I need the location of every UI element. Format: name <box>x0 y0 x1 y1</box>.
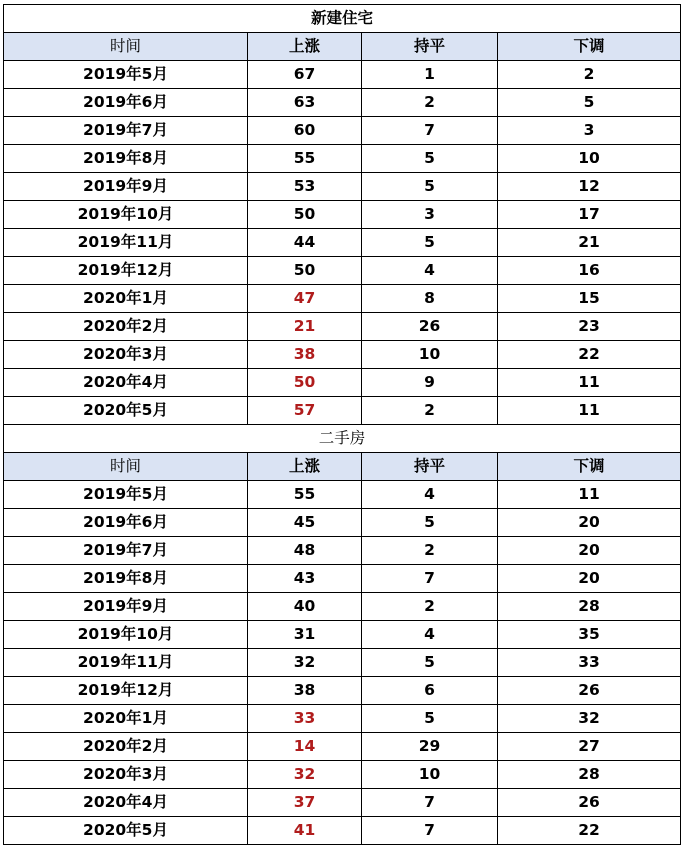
down-cell: 33 <box>498 649 681 677</box>
flat-cell: 7 <box>362 565 498 593</box>
table-row <box>4 789 681 817</box>
table-row <box>4 89 681 117</box>
time-cell: 2019年5月 <box>4 61 248 89</box>
time-cell: 2019年6月 <box>4 89 248 117</box>
down-cell: 20 <box>498 509 681 537</box>
flat-cell: 7 <box>362 817 498 845</box>
up-cell: 32 <box>248 649 362 677</box>
time-cell: 2019年12月 <box>4 257 248 285</box>
table-row <box>4 173 681 201</box>
column-header-down: 下调 <box>498 453 681 481</box>
table-row <box>4 705 681 733</box>
table-row <box>4 817 681 845</box>
up-cell: 67 <box>248 61 362 89</box>
table-row <box>4 509 681 537</box>
column-header-flat: 持平 <box>362 33 498 61</box>
flat-cell: 10 <box>362 761 498 789</box>
up-cell: 38 <box>248 677 362 705</box>
flat-cell: 7 <box>362 789 498 817</box>
table-row <box>4 593 681 621</box>
up-cell: 44 <box>248 229 362 257</box>
table-row <box>4 397 681 425</box>
up-cell: 38 <box>248 341 362 369</box>
table-row <box>4 229 681 257</box>
time-cell: 2020年1月 <box>4 705 248 733</box>
flat-cell: 5 <box>362 173 498 201</box>
time-cell: 2019年9月 <box>4 593 248 621</box>
up-cell: 57 <box>248 397 362 425</box>
down-cell: 27 <box>498 733 681 761</box>
flat-cell: 5 <box>362 229 498 257</box>
down-cell: 32 <box>498 705 681 733</box>
down-cell: 15 <box>498 285 681 313</box>
time-cell: 2020年5月 <box>4 397 248 425</box>
down-cell: 23 <box>498 313 681 341</box>
flat-cell: 5 <box>362 509 498 537</box>
column-header-time: 时间 <box>4 453 248 481</box>
time-cell: 2019年8月 <box>4 145 248 173</box>
down-cell: 11 <box>498 369 681 397</box>
time-cell: 2019年6月 <box>4 509 248 537</box>
table-row <box>4 761 681 789</box>
up-cell: 43 <box>248 565 362 593</box>
price-change-table-container <box>3 4 680 845</box>
down-cell: 21 <box>498 229 681 257</box>
column-header-row <box>4 453 681 481</box>
up-cell: 33 <box>248 705 362 733</box>
up-cell: 50 <box>248 257 362 285</box>
up-cell: 37 <box>248 789 362 817</box>
up-cell: 21 <box>248 313 362 341</box>
flat-cell: 3 <box>362 201 498 229</box>
flat-cell: 29 <box>362 733 498 761</box>
table-row <box>4 145 681 173</box>
flat-cell: 5 <box>362 649 498 677</box>
flat-cell: 2 <box>362 593 498 621</box>
up-cell: 55 <box>248 481 362 509</box>
flat-cell: 8 <box>362 285 498 313</box>
table-row <box>4 61 681 89</box>
flat-cell: 4 <box>362 257 498 285</box>
down-cell: 22 <box>498 341 681 369</box>
down-cell: 16 <box>498 257 681 285</box>
down-cell: 2 <box>498 61 681 89</box>
up-cell: 14 <box>248 733 362 761</box>
column-header-time: 时间 <box>4 33 248 61</box>
up-cell: 53 <box>248 173 362 201</box>
table-row <box>4 201 681 229</box>
up-cell: 50 <box>248 201 362 229</box>
time-cell: 2020年4月 <box>4 369 248 397</box>
down-cell: 20 <box>498 537 681 565</box>
down-cell: 11 <box>498 481 681 509</box>
table-row <box>4 537 681 565</box>
flat-cell: 1 <box>362 61 498 89</box>
time-cell: 2019年12月 <box>4 677 248 705</box>
flat-cell: 6 <box>362 677 498 705</box>
time-cell: 2020年1月 <box>4 285 248 313</box>
time-cell: 2020年2月 <box>4 313 248 341</box>
time-cell: 2019年5月 <box>4 481 248 509</box>
time-cell: 2019年9月 <box>4 173 248 201</box>
table-row <box>4 565 681 593</box>
table-row <box>4 117 681 145</box>
time-cell: 2019年7月 <box>4 117 248 145</box>
section-title: 新建住宅 <box>4 5 681 33</box>
time-cell: 2019年11月 <box>4 229 248 257</box>
table-row <box>4 285 681 313</box>
down-cell: 28 <box>498 593 681 621</box>
table-row <box>4 313 681 341</box>
up-cell: 45 <box>248 509 362 537</box>
flat-cell: 4 <box>362 621 498 649</box>
table-row <box>4 257 681 285</box>
time-cell: 2019年7月 <box>4 537 248 565</box>
down-cell: 3 <box>498 117 681 145</box>
time-cell: 2019年11月 <box>4 649 248 677</box>
column-header-up: 上涨 <box>248 453 362 481</box>
down-cell: 26 <box>498 677 681 705</box>
column-header-down: 下调 <box>498 33 681 61</box>
down-cell: 22 <box>498 817 681 845</box>
down-cell: 28 <box>498 761 681 789</box>
down-cell: 17 <box>498 201 681 229</box>
down-cell: 11 <box>498 397 681 425</box>
table-row <box>4 733 681 761</box>
price-change-table <box>3 4 681 845</box>
flat-cell: 4 <box>362 481 498 509</box>
section-title-row <box>4 5 681 33</box>
flat-cell: 9 <box>362 369 498 397</box>
time-cell: 2019年10月 <box>4 621 248 649</box>
down-cell: 35 <box>498 621 681 649</box>
up-cell: 63 <box>248 89 362 117</box>
up-cell: 32 <box>248 761 362 789</box>
down-cell: 20 <box>498 565 681 593</box>
up-cell: 40 <box>248 593 362 621</box>
down-cell: 26 <box>498 789 681 817</box>
up-cell: 55 <box>248 145 362 173</box>
up-cell: 50 <box>248 369 362 397</box>
up-cell: 41 <box>248 817 362 845</box>
table-row <box>4 341 681 369</box>
flat-cell: 26 <box>362 313 498 341</box>
column-header-row <box>4 33 681 61</box>
section-title-row <box>4 425 681 453</box>
time-cell: 2020年3月 <box>4 341 248 369</box>
table-row <box>4 677 681 705</box>
table-row <box>4 621 681 649</box>
column-header-up: 上涨 <box>248 33 362 61</box>
time-cell: 2019年8月 <box>4 565 248 593</box>
time-cell: 2020年5月 <box>4 817 248 845</box>
up-cell: 60 <box>248 117 362 145</box>
up-cell: 47 <box>248 285 362 313</box>
section-title: 二手房 <box>4 425 681 453</box>
up-cell: 48 <box>248 537 362 565</box>
flat-cell: 5 <box>362 705 498 733</box>
flat-cell: 10 <box>362 341 498 369</box>
down-cell: 10 <box>498 145 681 173</box>
up-cell: 31 <box>248 621 362 649</box>
flat-cell: 2 <box>362 397 498 425</box>
table-row <box>4 369 681 397</box>
flat-cell: 2 <box>362 89 498 117</box>
table-row <box>4 649 681 677</box>
table-body <box>4 5 681 845</box>
time-cell: 2020年2月 <box>4 733 248 761</box>
time-cell: 2020年3月 <box>4 761 248 789</box>
column-header-flat: 持平 <box>362 453 498 481</box>
time-cell: 2019年10月 <box>4 201 248 229</box>
flat-cell: 7 <box>362 117 498 145</box>
down-cell: 12 <box>498 173 681 201</box>
flat-cell: 5 <box>362 145 498 173</box>
flat-cell: 2 <box>362 537 498 565</box>
down-cell: 5 <box>498 89 681 117</box>
time-cell: 2020年4月 <box>4 789 248 817</box>
table-row <box>4 481 681 509</box>
